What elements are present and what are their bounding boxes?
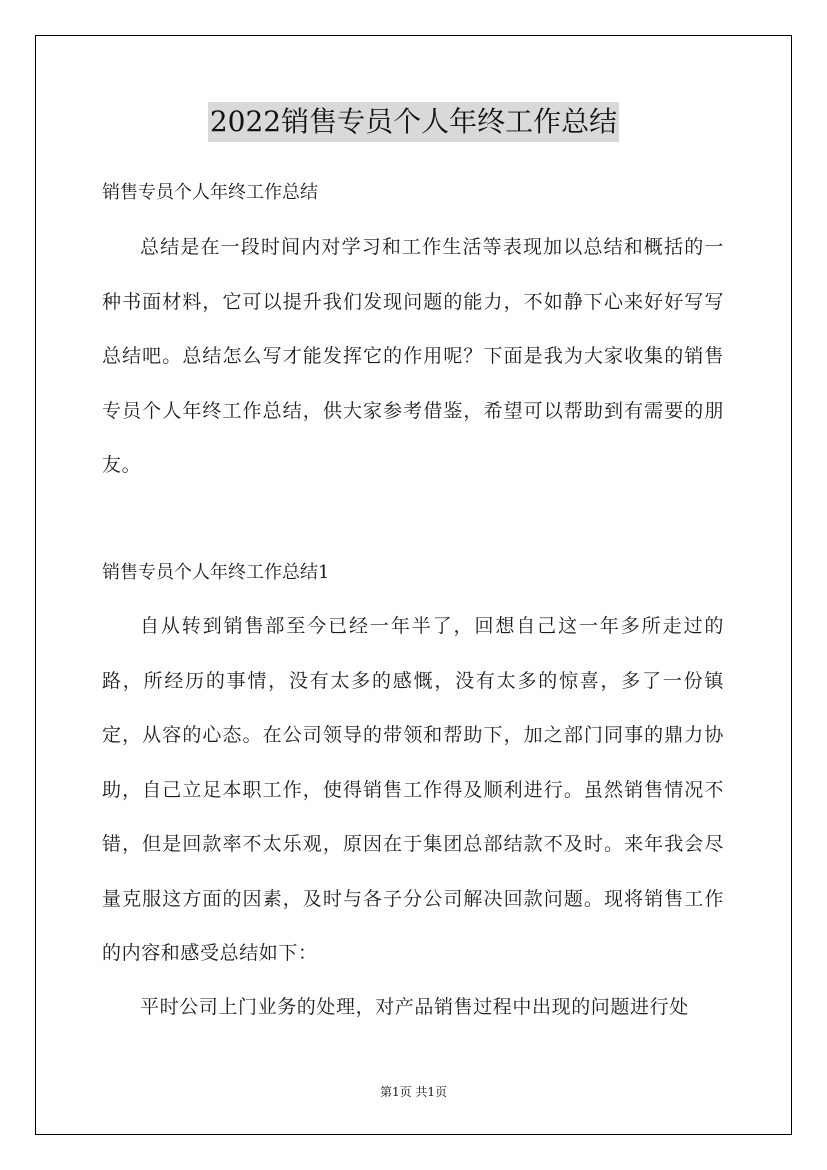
- section-1-paragraph-2: 平时公司上门业务的处理，对产品销售过程中出现的问题进行处: [140, 996, 689, 1018]
- document-title: [0, 102, 827, 142]
- page-footer: 第1页 共1页: [379, 1085, 448, 1099]
- document-title-text: 2022销售专员个人年终工作总结: [208, 102, 619, 142]
- section-1-paragraph-1: 自从转到销售部至今已经一年半了，回想自己这一年多所走过的路，所经历的事情，没有太多的感慨，没有太多的惊喜，多了一份镇定，从容的心态。在公司领导的带领和帮助下，加之部门同事的鼎力协助，自己立足本职工作，使得销售工作得及顺利进行。虽然销售情况不错，但是回款率不太乐观，原因在于集团总部结款不及时。来年我会尽量克服这方面的因素，及时与各子分公司解决回款问题。现将销售工作的内容和感受总结如下：: [102, 615, 724, 964]
- section-heading: 销售专员个人年终工作总结: [102, 182, 318, 203]
- intro-paragraph: 总结是在一段时间内对学习和工作生活等表现加以总结和概括的一种书面材料，它可以提升我们发现问题的能力，不如静下心来好好写写总结吧。总结怎么写才能发挥它的作用呢？下面是我为大家收集的销售专员个人年终工作总结，供大家参考借鉴，希望可以帮助到有需要的朋友。: [102, 236, 724, 476]
- section-1-heading: 销售专员个人年终工作总结1: [102, 562, 330, 583]
